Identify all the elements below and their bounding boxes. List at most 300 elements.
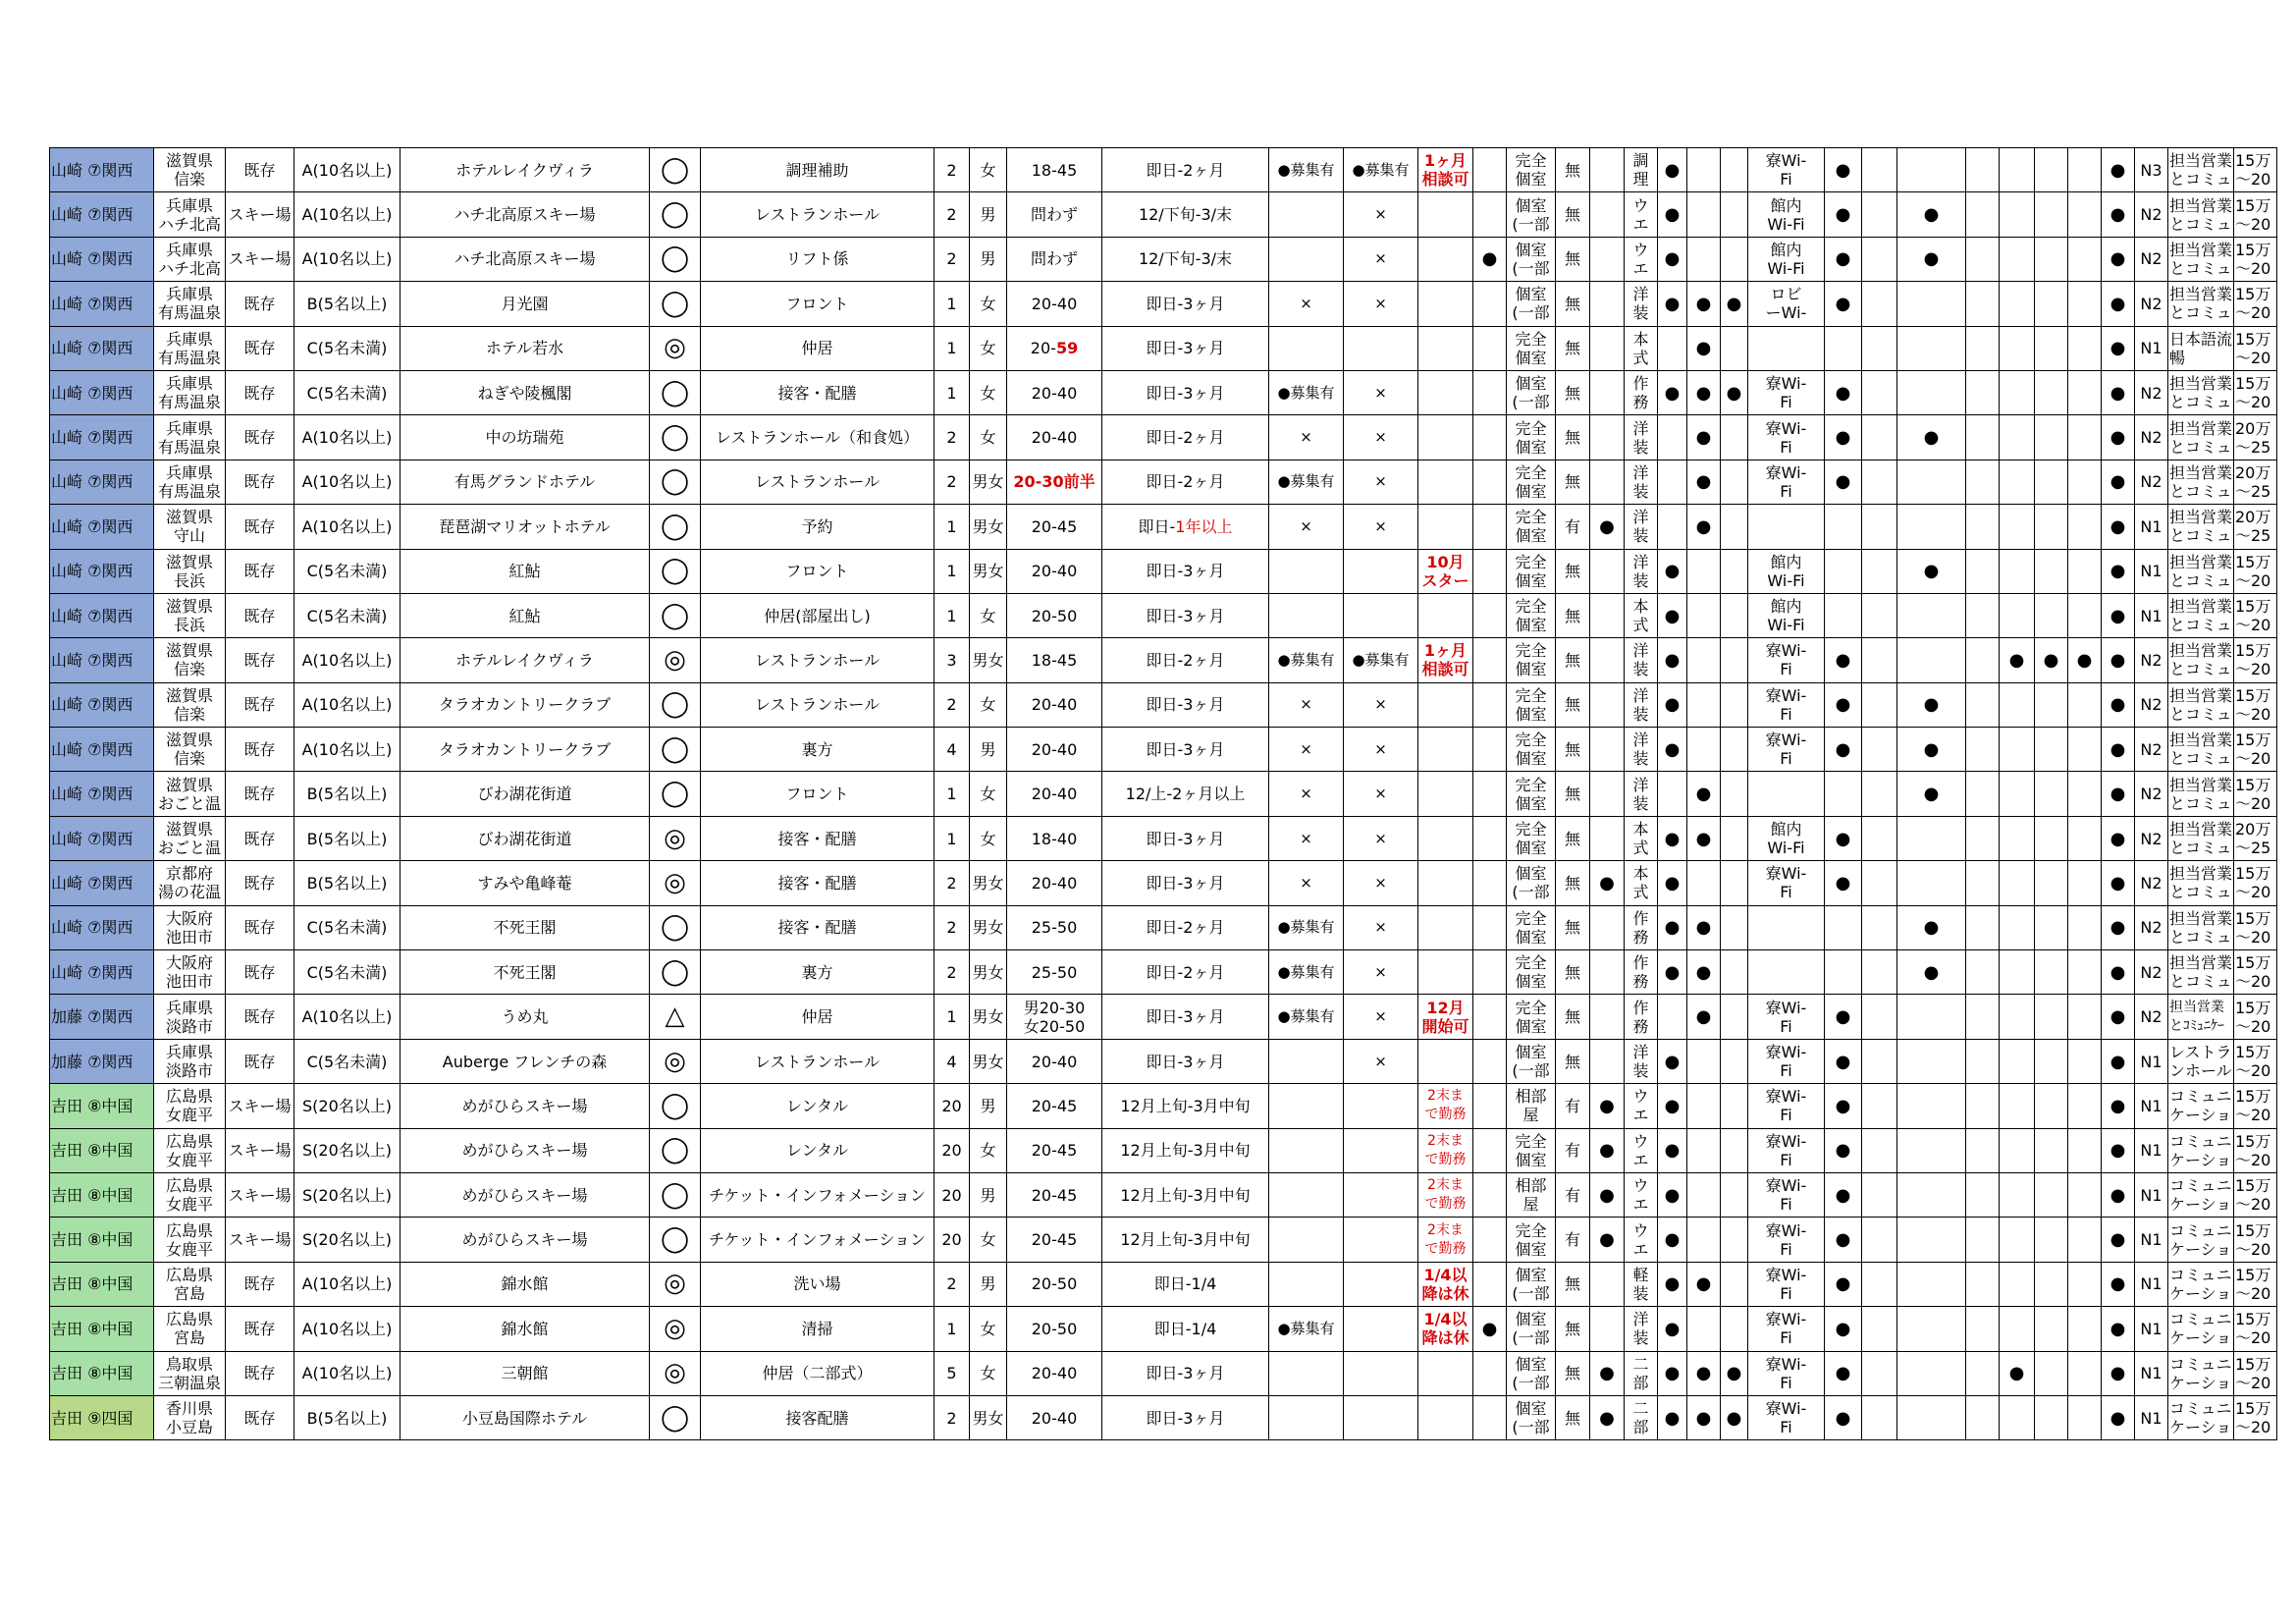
wage-cell: 20万 ～25	[2234, 460, 2277, 504]
wifi-cell: 寮Wi- Fi	[1748, 1395, 1825, 1439]
table-row	[50, 148, 2277, 192]
dot-flag-cell: ●	[1590, 1218, 1625, 1262]
gender-cell: 女	[970, 1128, 1007, 1172]
note-cell	[1418, 1351, 1473, 1395]
dot-flag-cell	[2035, 1039, 2068, 1083]
dot-flag-cell	[1897, 816, 1966, 860]
period-cell: 即日-3ヶ月	[1102, 816, 1269, 860]
dot-flag-cell	[2000, 816, 2035, 860]
size-cell: A(10名以上)	[294, 237, 400, 281]
uniform-cell: 作 務	[1625, 950, 1658, 995]
wage-cell: 15万 ～20	[2234, 1351, 2277, 1395]
dot-flag-cell: ●	[1658, 1084, 1687, 1128]
dot-flag-cell	[1473, 682, 1507, 727]
size-cell: A(10名以上)	[294, 148, 400, 192]
note-cell	[1418, 192, 1473, 237]
job-title-cell: 清掃	[701, 1307, 934, 1351]
recruit-status-cell	[1269, 1084, 1344, 1128]
dot-flag-cell	[1966, 192, 2000, 237]
headcount-cell: 2	[934, 460, 970, 504]
staff-region-cell: 吉田 ⑧中国	[50, 1351, 154, 1395]
gender-cell: 男女	[970, 861, 1007, 905]
dot-flag-cell	[2035, 237, 2068, 281]
dot-flag-cell	[2000, 282, 2035, 326]
dot-flag-cell: ●	[2102, 415, 2135, 460]
room-type-cell: 完全 個室	[1507, 148, 1556, 192]
size-cell: C(5名未満)	[294, 950, 400, 995]
room-type-cell: 相部 屋	[1507, 1172, 1556, 1217]
gender-cell: 男女	[970, 638, 1007, 682]
facility-type-cell: 既存	[226, 148, 294, 192]
dot-flag-cell: ●	[1658, 192, 1687, 237]
wifi-cell: 寮Wi- Fi	[1748, 1172, 1825, 1217]
dot-flag-cell	[2068, 1084, 2102, 1128]
flag-cell: 無	[1556, 370, 1590, 414]
contact-cell: コミュニ ケーショ	[2168, 1262, 2234, 1306]
prefecture-cell: 滋賀県 信楽	[154, 638, 226, 682]
wifi-cell: 寮Wi- Fi	[1748, 460, 1825, 504]
priority-mark: ◎	[650, 1307, 701, 1351]
staff-region-cell: 加藤 ⑦関西	[50, 995, 154, 1039]
jlpt-level-cell: N2	[2135, 370, 2168, 414]
headcount-cell: 2	[934, 861, 970, 905]
priority-mark: ◯	[650, 950, 701, 995]
contact-cell: コミュニ ケーショ	[2168, 1084, 2234, 1128]
wifi-cell: 寮Wi- Fi	[1748, 861, 1825, 905]
dot-flag-cell	[1590, 192, 1625, 237]
wage-cell: 15万 ～20	[2234, 1262, 2277, 1306]
recruit-status-cell-2: ×	[1344, 995, 1418, 1039]
dot-flag-cell: ●	[2102, 326, 2135, 370]
recruit-status-cell	[1269, 1128, 1344, 1172]
facility-type-cell: 既存	[226, 728, 294, 772]
uniform-cell: 二 部	[1625, 1351, 1658, 1395]
table-row	[50, 1351, 2277, 1395]
dot-flag-cell	[1862, 1307, 1897, 1351]
dot-flag-cell: ●	[1825, 1262, 1862, 1306]
priority-mark: ◎	[650, 1262, 701, 1306]
dot-flag-cell	[2000, 1128, 2035, 1172]
dot-flag-cell	[1658, 460, 1687, 504]
period-cell: 即日-3ヶ月	[1102, 326, 1269, 370]
dot-flag-cell	[2035, 905, 2068, 949]
room-type-cell: 完全 個室	[1507, 1128, 1556, 1172]
headcount-cell: 2	[934, 905, 970, 949]
note-cell	[1418, 593, 1473, 637]
dot-flag-cell: ●	[1721, 1351, 1748, 1395]
recruit-status-cell	[1269, 1351, 1344, 1395]
wifi-cell	[1748, 505, 1825, 549]
jlpt-level-cell: N2	[2135, 282, 2168, 326]
dot-flag-cell: ●	[2102, 370, 2135, 414]
dot-flag-cell	[1862, 638, 1897, 682]
dot-flag-cell	[1721, 326, 1748, 370]
dot-flag-cell	[1862, 1395, 1897, 1439]
priority-mark: ◎	[650, 1351, 701, 1395]
dot-flag-cell	[1473, 593, 1507, 637]
wifi-cell: 寮Wi- Fi	[1748, 1218, 1825, 1262]
size-cell: S(20名以上)	[294, 1172, 400, 1217]
dot-flag-cell: ●	[2102, 1307, 2135, 1351]
dot-flag-cell	[2035, 1084, 2068, 1128]
dot-flag-cell	[2068, 995, 2102, 1039]
size-cell: S(20名以上)	[294, 1218, 400, 1262]
dot-flag-cell	[2000, 326, 2035, 370]
dot-flag-cell	[1862, 237, 1897, 281]
dot-flag-cell	[2068, 950, 2102, 995]
dot-flag-cell: ●	[2102, 995, 2135, 1039]
dot-flag-cell	[1721, 772, 1748, 816]
gender-cell: 女	[970, 282, 1007, 326]
dot-flag-cell	[1897, 1172, 1966, 1217]
priority-mark: ◎	[650, 816, 701, 860]
period-cell: 即日-2ヶ月	[1102, 415, 1269, 460]
gender-cell: 男女	[970, 995, 1007, 1039]
period-cell: 即日-3ヶ月	[1102, 728, 1269, 772]
period-cell: 即日-3ヶ月	[1102, 861, 1269, 905]
dot-flag-cell: ●	[2102, 905, 2135, 949]
contact-cell: コミュニ ケーショ	[2168, 1218, 2234, 1262]
uniform-cell: ウ エ	[1625, 1084, 1658, 1128]
size-cell: C(5名未満)	[294, 370, 400, 414]
job-title-cell: 洗い場	[701, 1262, 934, 1306]
dot-flag-cell	[1825, 950, 1862, 995]
dot-flag-cell	[1590, 593, 1625, 637]
dot-flag-cell	[2000, 1395, 2035, 1439]
staff-region-cell: 吉田 ⑧中国	[50, 1218, 154, 1262]
staff-region-cell: 山崎 ⑦関西	[50, 905, 154, 949]
dot-flag-cell	[1721, 682, 1748, 727]
note-cell: 2末ま で勤務	[1418, 1128, 1473, 1172]
gender-cell: 女	[970, 148, 1007, 192]
jlpt-level-cell: N1	[2135, 1307, 2168, 1351]
dot-flag-cell	[2035, 1395, 2068, 1439]
age-range-cell: 20-50	[1007, 593, 1102, 637]
age-range-highlight: 59	[1055, 339, 1079, 358]
headcount-cell: 1	[934, 1307, 970, 1351]
dot-flag-cell	[1825, 905, 1862, 949]
dot-flag-cell	[1825, 505, 1862, 549]
dot-flag-cell	[2035, 282, 2068, 326]
gender-cell: 男	[970, 237, 1007, 281]
facility-type-cell: 既存	[226, 326, 294, 370]
table-row	[50, 326, 2277, 370]
dot-flag-cell	[2068, 1039, 2102, 1083]
gender-cell: 男女	[970, 950, 1007, 995]
facility-name-cell: 小豆島国際ホテル	[400, 1395, 650, 1439]
recruit-status-cell: ●募集有	[1269, 460, 1344, 504]
dot-flag-cell	[1862, 1218, 1897, 1262]
dot-flag-cell: ●	[1897, 950, 1966, 995]
dot-flag-cell	[1658, 326, 1687, 370]
dot-flag-cell: ●	[1658, 1039, 1687, 1083]
dot-flag-cell	[1721, 415, 1748, 460]
dot-flag-cell	[2035, 370, 2068, 414]
dot-flag-cell	[1721, 505, 1748, 549]
recruit-status-cell	[1269, 237, 1344, 281]
facility-name-cell: 不死王閣	[400, 905, 650, 949]
jlpt-level-cell: N1	[2135, 1351, 2168, 1395]
contact-cell: 担当営業 とコミュ	[2168, 638, 2234, 682]
contact-cell: 担当営業 とコミュ	[2168, 728, 2234, 772]
contact-cell: 担当営業 とコミュ	[2168, 192, 2234, 237]
staff-region-cell: 山崎 ⑦関西	[50, 549, 154, 593]
uniform-cell: 作 務	[1625, 370, 1658, 414]
wage-cell: 20万 ～25	[2234, 816, 2277, 860]
age-range-cell: 18-45	[1007, 638, 1102, 682]
job-title-cell: 調理補助	[701, 148, 934, 192]
wage-cell: 20万 ～25	[2234, 505, 2277, 549]
dot-flag-cell	[1862, 995, 1897, 1039]
staff-region-cell: 山崎 ⑦関西	[50, 816, 154, 860]
jlpt-level-cell: N1	[2135, 1218, 2168, 1262]
gender-cell: 男	[970, 192, 1007, 237]
dot-flag-cell: ●	[1687, 950, 1721, 995]
wifi-cell: 館内 Wi-Fi	[1748, 593, 1825, 637]
room-type-cell: 完全 個室	[1507, 460, 1556, 504]
prefecture-cell: 広島県 女鹿平	[154, 1218, 226, 1262]
dot-flag-cell	[1966, 1395, 2000, 1439]
dot-flag-cell	[1590, 415, 1625, 460]
dot-flag-cell	[1590, 682, 1625, 727]
wage-cell: 15万 ～20	[2234, 370, 2277, 414]
table-row	[50, 549, 2277, 593]
facility-type-cell: 既存	[226, 1039, 294, 1083]
uniform-cell: 洋 装	[1625, 282, 1658, 326]
flag-cell: 無	[1556, 861, 1590, 905]
flag-cell: 無	[1556, 1307, 1590, 1351]
prefecture-cell: 広島県 女鹿平	[154, 1128, 226, 1172]
dot-flag-cell: ●	[1825, 415, 1862, 460]
age-range-cell	[1007, 460, 1102, 504]
dot-flag-cell	[1966, 682, 2000, 727]
size-cell: C(5名未満)	[294, 905, 400, 949]
dot-flag-cell	[1473, 192, 1507, 237]
dot-flag-cell	[1590, 326, 1625, 370]
dot-flag-cell	[1721, 638, 1748, 682]
period-cell: 12月上旬-3月中旬	[1102, 1128, 1269, 1172]
dot-flag-cell	[1897, 460, 1966, 504]
table-row	[50, 282, 2277, 326]
prefecture-cell: 鳥取県 三朝温泉	[154, 1351, 226, 1395]
dot-flag-cell	[1897, 282, 1966, 326]
recruit-status-cell	[1269, 1218, 1344, 1262]
dot-flag-cell: ●	[1825, 460, 1862, 504]
dot-flag-cell: ●	[1825, 1351, 1862, 1395]
priority-mark: ◯	[650, 1172, 701, 1217]
wifi-cell: 寮Wi- Fi	[1748, 682, 1825, 727]
size-cell: C(5名未満)	[294, 549, 400, 593]
period-cell: 12月上旬-3月中旬	[1102, 1084, 1269, 1128]
table-row	[50, 728, 2277, 772]
table-row	[50, 1128, 2277, 1172]
uniform-cell: 調 理	[1625, 148, 1658, 192]
dot-flag-cell: ●	[1658, 370, 1687, 414]
priority-mark: ◎	[650, 326, 701, 370]
dot-flag-cell	[2068, 905, 2102, 949]
note-cell	[1418, 415, 1473, 460]
flag-cell: 有	[1556, 1128, 1590, 1172]
dot-flag-cell	[1687, 148, 1721, 192]
table-row	[50, 415, 2277, 460]
note-cell: 1ヶ月 相談可	[1418, 148, 1473, 192]
recruit-status-cell: ●募集有	[1269, 950, 1344, 995]
staff-region-cell: 加藤 ⑦関西	[50, 1039, 154, 1083]
period-cell	[1102, 505, 1269, 549]
facility-name-cell: 錦水館	[400, 1262, 650, 1306]
facility-name-cell: 不死王閣	[400, 950, 650, 995]
gender-cell: 女	[970, 816, 1007, 860]
age-range-cell: 25-50	[1007, 905, 1102, 949]
flag-cell: 無	[1556, 995, 1590, 1039]
facility-name-cell: タラオカントリークラブ	[400, 728, 650, 772]
table-row	[50, 237, 2277, 281]
flag-cell: 無	[1556, 593, 1590, 637]
gender-cell: 男	[970, 728, 1007, 772]
facility-type-cell: スキー場	[226, 1172, 294, 1217]
dot-flag-cell	[1687, 682, 1721, 727]
dot-flag-cell	[1897, 1128, 1966, 1172]
dot-flag-cell	[2068, 1395, 2102, 1439]
headcount-cell: 1	[934, 772, 970, 816]
table-row	[50, 1172, 2277, 1217]
dot-flag-cell	[1473, 728, 1507, 772]
recruit-status-cell: ×	[1269, 282, 1344, 326]
dot-flag-cell	[1590, 148, 1625, 192]
job-title-cell: 仲居	[701, 995, 934, 1039]
table-row	[50, 460, 2277, 504]
dot-flag-cell	[2000, 728, 2035, 772]
contact-cell: 担当営業 とコミュ	[2168, 593, 2234, 637]
facility-name-cell: びわ湖花街道	[400, 816, 650, 860]
recruit-status-cell: ●募集有	[1269, 905, 1344, 949]
dot-flag-cell	[1966, 505, 2000, 549]
wage-cell: 15万 ～20	[2234, 549, 2277, 593]
staff-region-cell: 山崎 ⑦関西	[50, 148, 154, 192]
recruit-status-cell: ×	[1269, 682, 1344, 727]
priority-mark: ◯	[650, 282, 701, 326]
prefecture-cell: 広島県 宮島	[154, 1262, 226, 1306]
wage-cell: 15万 ～20	[2234, 950, 2277, 995]
dot-flag-cell: ●	[1687, 1351, 1721, 1395]
flag-cell: 無	[1556, 549, 1590, 593]
facility-name-cell: めがひらスキー場	[400, 1172, 650, 1217]
recruit-status-cell	[1269, 1039, 1344, 1083]
period-text: 即日-	[1138, 516, 1176, 536]
dot-flag-cell: ●	[1658, 728, 1687, 772]
priority-mark: ◯	[650, 370, 701, 414]
size-cell: A(10名以上)	[294, 1351, 400, 1395]
priority-mark: ◯	[650, 460, 701, 504]
gender-cell: 女	[970, 593, 1007, 637]
facility-name-cell: 中の坊瑞苑	[400, 415, 650, 460]
dot-flag-cell: ●	[1687, 772, 1721, 816]
note-cell: 2末ま で勤務	[1418, 1218, 1473, 1262]
dot-flag-cell: ●	[1658, 1172, 1687, 1217]
dot-flag-cell	[2000, 460, 2035, 504]
contact-cell: 担当営業 とコミュ	[2168, 505, 2234, 549]
size-cell: C(5名未満)	[294, 1039, 400, 1083]
recruit-status-cell	[1269, 1395, 1344, 1439]
size-cell: B(5名以上)	[294, 861, 400, 905]
dot-flag-cell	[2000, 682, 2035, 727]
dot-flag-cell	[1862, 905, 1897, 949]
dot-flag-cell: ●	[2102, 1395, 2135, 1439]
dot-flag-cell	[1590, 816, 1625, 860]
dot-flag-cell	[2035, 593, 2068, 637]
dot-flag-cell	[1721, 816, 1748, 860]
job-listing-table	[49, 147, 2277, 1440]
period-cell: 即日-1/4	[1102, 1262, 1269, 1306]
recruit-status-cell-2	[1344, 1307, 1418, 1351]
prefecture-cell: 兵庫県 有馬温泉	[154, 370, 226, 414]
room-type-cell: 完全 個室	[1507, 772, 1556, 816]
priority-mark: ◎	[650, 1039, 701, 1083]
size-cell: A(10名以上)	[294, 995, 400, 1039]
facility-type-cell: 既存	[226, 638, 294, 682]
dot-flag-cell	[2035, 1262, 2068, 1306]
table-row	[50, 905, 2277, 949]
dot-flag-cell: ●	[1825, 282, 1862, 326]
dot-flag-cell	[1473, 995, 1507, 1039]
wifi-cell: 寮Wi- Fi	[1748, 1351, 1825, 1395]
note-cell	[1418, 772, 1473, 816]
recruit-status-cell-2: ×	[1344, 861, 1418, 905]
job-title-cell: レストランホール	[701, 460, 934, 504]
dot-flag-cell	[2035, 995, 2068, 1039]
dot-flag-cell	[2068, 326, 2102, 370]
facility-name-cell: タラオカントリークラブ	[400, 682, 650, 727]
gender-cell: 男女	[970, 905, 1007, 949]
room-type-cell: 個室 (一部	[1507, 1307, 1556, 1351]
job-title-cell: レンタル	[701, 1128, 934, 1172]
dot-flag-cell	[1590, 728, 1625, 772]
dot-flag-cell: ●	[1897, 682, 1966, 727]
room-type-cell: 完全 個室	[1507, 950, 1556, 995]
dot-flag-cell: ●	[1658, 1395, 1687, 1439]
dot-flag-cell: ●	[2102, 861, 2135, 905]
size-cell: S(20名以上)	[294, 1084, 400, 1128]
note-cell	[1418, 1039, 1473, 1083]
dot-flag-cell: ●	[1897, 905, 1966, 949]
contact-cell: 担当営業 とコミュ	[2168, 460, 2234, 504]
dot-flag-cell	[1966, 995, 2000, 1039]
job-title-cell: 仲居	[701, 326, 934, 370]
table-row	[50, 505, 2277, 549]
wage-cell: 15万 ～20	[2234, 1084, 2277, 1128]
dot-flag-cell: ●	[1825, 638, 1862, 682]
staff-region-cell: 山崎 ⑦関西	[50, 370, 154, 414]
dot-flag-cell	[1721, 549, 1748, 593]
dot-flag-cell	[1473, 772, 1507, 816]
dot-flag-cell	[1897, 1039, 1966, 1083]
jlpt-level-cell: N2	[2135, 816, 2168, 860]
dot-flag-cell	[2000, 772, 2035, 816]
wifi-cell	[1748, 772, 1825, 816]
facility-type-cell: スキー場	[226, 192, 294, 237]
dot-flag-cell: ●	[1687, 415, 1721, 460]
recruit-status-cell-2	[1344, 593, 1418, 637]
flag-cell: 無	[1556, 415, 1590, 460]
dot-flag-cell	[2068, 237, 2102, 281]
dot-flag-cell	[1687, 593, 1721, 637]
age-range-cell: 20-40	[1007, 1039, 1102, 1083]
priority-mark: ◯	[650, 1128, 701, 1172]
recruit-status-cell-2	[1344, 1351, 1418, 1395]
recruit-status-cell	[1269, 1172, 1344, 1217]
dot-flag-cell	[1862, 326, 1897, 370]
job-title-cell: 仲居(部屋出し)	[701, 593, 934, 637]
